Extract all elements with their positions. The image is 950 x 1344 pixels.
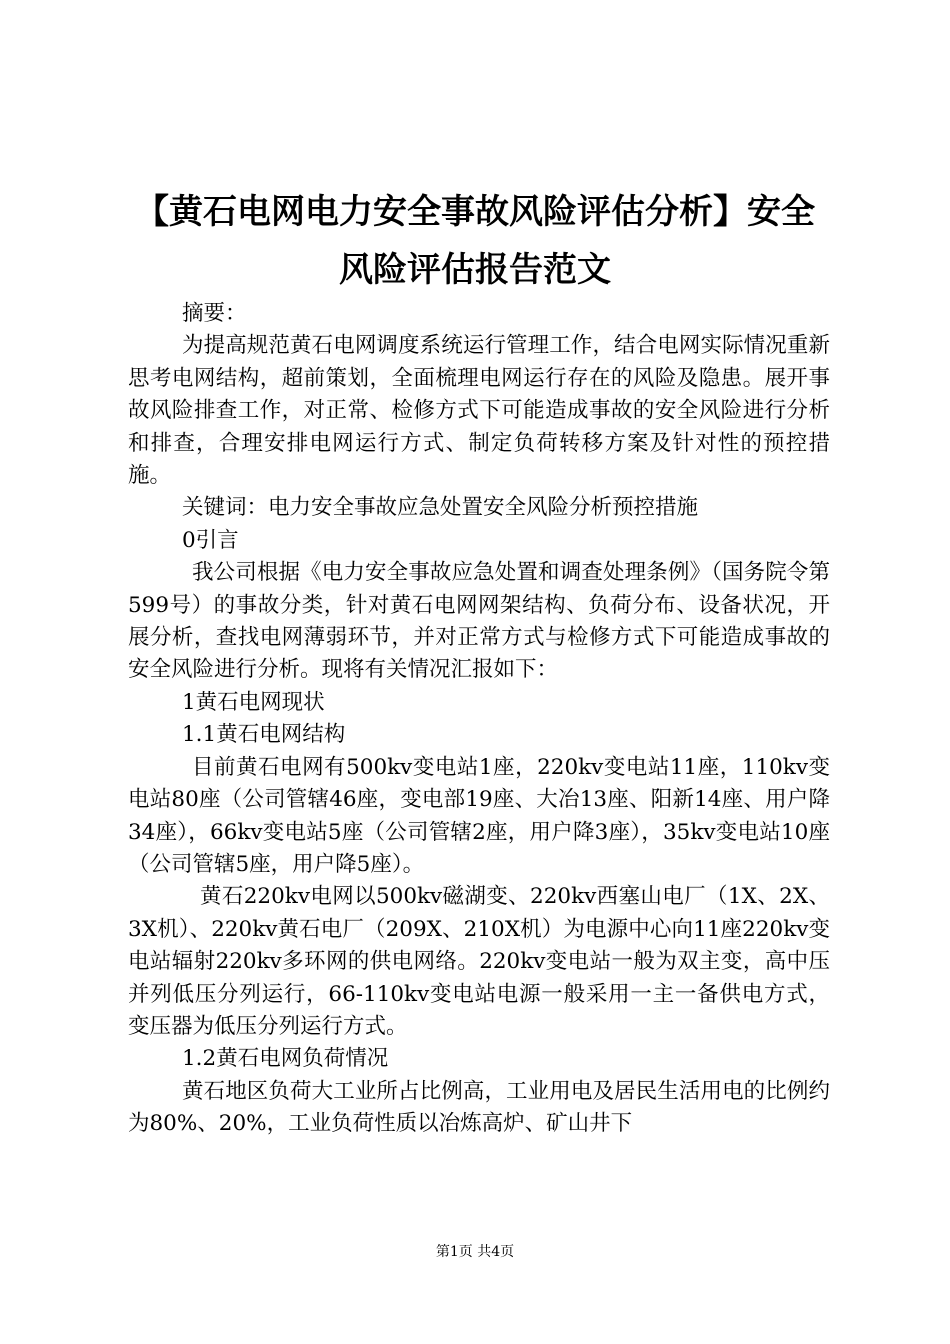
abstract-paragraph: 为提高规范黄石电网调度系统运行管理工作，结合电网实际情况重新思考电网结构，超前策划，全面梳理电网运行存在的风险及隐患。展开事故风险排查工作，对正常、检修方式下可能造成事故的安全风险进行分析和排查，合理安排电网运行方式、制定负荷转移方案及针对性的预控措施。 <box>128 333 830 489</box>
section-heading-1: 1黄石电网现状 <box>182 689 325 715</box>
section-heading-1-2: 1.2黄石电网负荷情况 <box>182 1046 389 1072</box>
body-paragraph: 黄石220kv电网以500kv磁湖变、220kv西塞山电厂（1X、2X、3X机）、220kv黄石电厂（209X、210X机）为电源中心向11座220kv变电站辐射220kv多环网的供电网络。220kv变电站一般为双主变，高中压并列低压分列运行，66-110kv变电站电源一般采用一主一备供电方式，变压器为低压分列运行方式。 <box>128 884 830 1039</box>
document-body <box>128 298 830 1141</box>
body-paragraph: 目前黄石电网有500kv变电站1座，220kv变电站11座，110kv变电站80座（公司管辖46座，变电部19座、大冶13座、阳新14座、用户降34座），66kv变电站5座（公司管辖2座，用户降3座），35kv变电站10座（公司管辖5座，用户降5座）。 <box>128 754 830 877</box>
body-paragraph: 我公司根据《电力安全事故应急处置和调查处理条例》（国务院令第599号）的事故分类，针对黄石电网网架结构、负荷分布、设备状况，开展分析，查找电网薄弱环节，并对正常方式与检修方式下可能造成事故的安全风险进行分析。现将有关情况汇报如下： <box>128 560 830 683</box>
keywords-paragraph: 关键词：电力安全事故应急处置安全风险分析预控措施 <box>182 495 699 521</box>
body-paragraph: 黄石地区负荷大工业所占比例高，工业用电及居民生活用电的比例约为80%、20%，工业负荷性质以冶炼高炉、矿山井下 <box>128 1078 830 1137</box>
abstract-heading: 摘要： <box>182 301 247 326</box>
section-heading-introduction: 0引言 <box>182 527 239 553</box>
document-title-line-1: 【黄石电网电力安全事故风险评估分析】安全 <box>135 192 815 232</box>
section-heading-1-1: 1.1黄石电网结构 <box>182 722 346 748</box>
page-number-footer: 第1页 共4页 <box>435 1244 515 1260</box>
document-title-line-2: 风险评估报告范文 <box>339 250 611 290</box>
